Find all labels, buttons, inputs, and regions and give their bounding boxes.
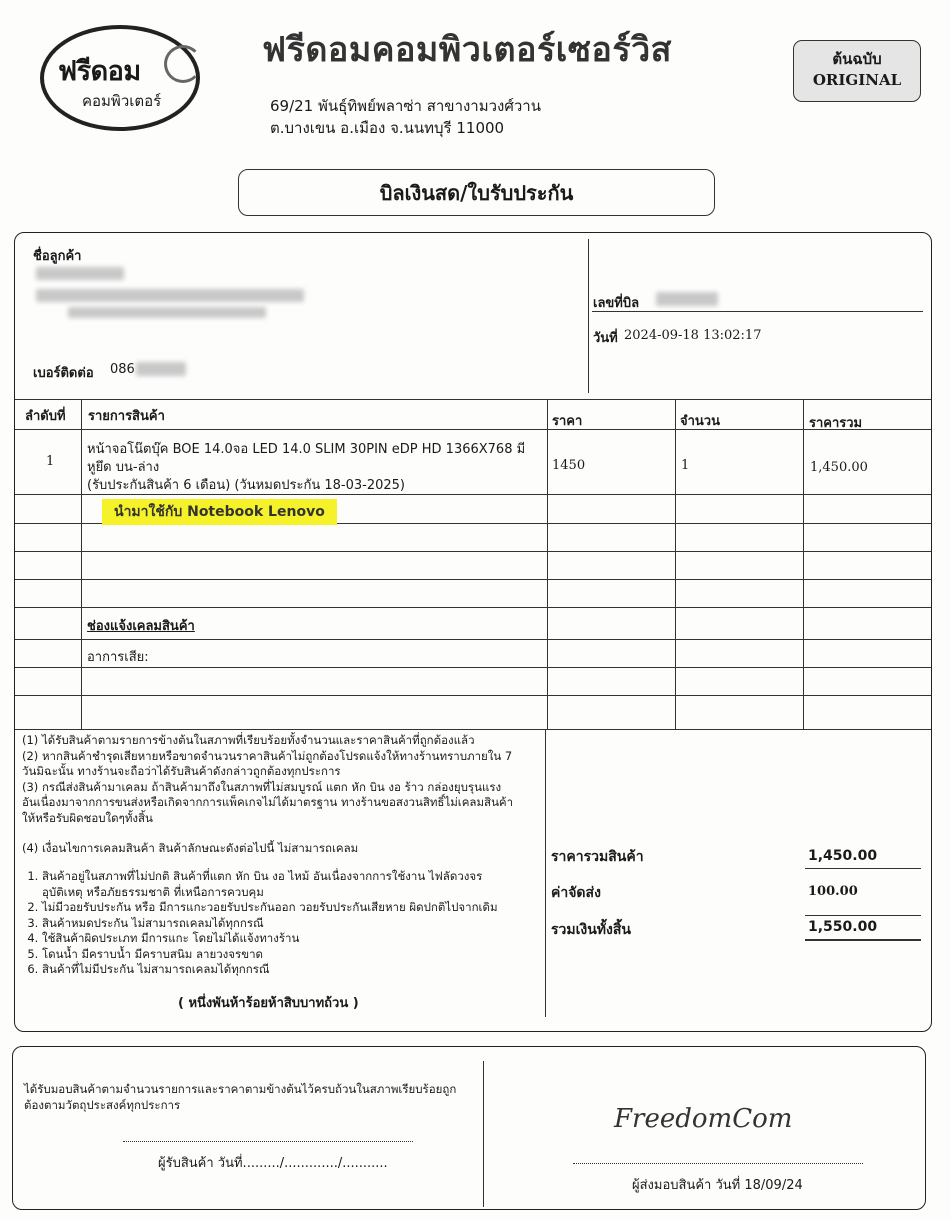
receiver-sign-line	[123, 1141, 413, 1142]
sender-label: ผู้ส่งมอบสินค้า วันที่ 18/09/24	[632, 1178, 803, 1193]
header-price: ราคา	[552, 414, 583, 429]
logo-sub-text: คอมพิวเตอร์	[82, 92, 162, 110]
shipping-underline	[805, 915, 921, 916]
receipt-statement	[24, 1082, 479, 1113]
shop-logo	[40, 25, 200, 131]
customer-bill-divider	[588, 239, 589, 393]
row1-total: 1,450.00	[810, 460, 868, 475]
stamp-th: ต้นฉบับ	[832, 50, 882, 68]
customer-address-redacted-1	[36, 289, 304, 302]
condition-item-2: 2. ไม่มีวอยรับประกัน หรือ มีการแกะวอยรับประกันออก วอยรับประกันเสียหาย ผิดปกติไปจากเดิม	[42, 900, 537, 916]
grand-total-value: 1,550.00	[808, 919, 878, 935]
row1-desc-line1: หน้าจอโน๊ตบุ๊ค BOE 14.0จอ LED 14.0 SLIM 30PIN eDP HD 1366X768 มี	[87, 442, 526, 457]
receipt-line-2: ต้องตามวัตถุประสงค์ทุกประการ	[24, 1097, 181, 1112]
date-value: 2024-09-18 13:02:17	[624, 328, 762, 343]
phone-redacted	[136, 362, 186, 376]
bill-no-redacted	[656, 292, 718, 306]
row1-desc-line3: (รับประกันสินค้า 6 เดือน) (วันหมดประกัน 18-03-2025)	[87, 478, 405, 493]
shop-name: ฟรีดอมคอมพิวเตอร์เซอร์วิส	[262, 30, 672, 70]
row-line-5	[15, 607, 931, 608]
term-3c: ให้หรือรับผิดชอบใดๆทั้งสิ้น	[22, 810, 153, 825]
bill-no-label: เลขที่บิล	[593, 296, 640, 311]
condition-item-3: 3. สินค้าหมดประกัน ไม่สามารถเคลมได้ทุกกรณี	[42, 916, 537, 932]
row1-price: 1450	[552, 458, 586, 473]
stamp-en: ORIGINAL	[812, 71, 902, 89]
row-line-8	[15, 695, 931, 696]
receiver-label: ผู้รับสินค้า วันที่........./............./...........	[158, 1156, 388, 1171]
col-line-price	[675, 399, 676, 729]
term-3a: (3) กรณีส่งสินค้ามาเคลม ถ้าสินค้ามาถึงในสภาพที่ไม่สมบูรณ์ แตก หัก บิน งอ ร้าว กล่องยุบรุนแรง	[22, 779, 502, 794]
table-header-line	[15, 429, 931, 430]
row-line-3	[15, 551, 931, 552]
document-title: บิลเงินสด/ใบรับประกัน	[238, 169, 715, 216]
header-qty: จำนวน	[680, 414, 720, 429]
row-line-7	[15, 667, 931, 668]
term-4: (4) เงื่อนไขการเคลมสินค้า สินค้าลักษณะดังต่อไปนี้ ไม่สามารถเคลม	[22, 841, 359, 855]
subtotal-underline	[805, 868, 921, 869]
original-stamp	[793, 40, 921, 102]
terms-block	[22, 733, 537, 826]
col-line-no	[81, 399, 82, 729]
compatibility-note: นำมาใช้กับ Notebook Lenovo	[102, 499, 337, 525]
shipping-value: 100.00	[808, 884, 858, 899]
condition-item-1: 1. สินค้าอยู่ในสภาพที่ไม่ปกติ สินค้าที่แตก หัก บิน งอ ไหม้ อันเนื่องจากการใช้งาน ไฟลัดวงจร อุบัติเหตุ หรือภัยธรรมชาติ ที่เหนือการควบคุม	[42, 869, 537, 900]
header-item: รายการสินค้า	[88, 409, 165, 424]
condition-item-6: 6. สินค้าที่ไม่มีประกัน ไม่สามารถเคลมได้ทุกกรณี	[42, 962, 537, 978]
sender-sign-line	[573, 1163, 863, 1164]
receipt-line-1: ได้รับมอบสินค้าตามจำนวนรายการและราคาตามข้างต้นไว้ครบถ้วนในสภาพเรียบร้อยถูก	[24, 1082, 457, 1096]
customer-name-redacted	[36, 267, 124, 280]
col-line-qty	[803, 399, 804, 729]
freedomcom-signature: FreedomCom	[614, 1104, 793, 1134]
grand-total-label: รวมเงินทั้งสิ้น	[551, 922, 631, 938]
col-line-item	[547, 399, 548, 729]
signature-divider	[483, 1061, 484, 1207]
term-3b: อันเนื่องมาจากการขนส่งหรือเกิดจากการแพ็คเกจไม่ได้มาตรฐาน ทางร้านขอสงวนสิทธิ์ไม่เคลมสินค้า	[22, 795, 514, 809]
row-line-6	[15, 639, 931, 640]
table-bottom-line	[15, 729, 931, 730]
shipping-label: ค่าจัดส่ง	[551, 885, 601, 901]
row-line-4	[15, 579, 931, 580]
subtotal-value: 1,450.00	[808, 848, 878, 864]
header-total: ราคารวม	[809, 416, 863, 431]
phone-prefix: 086	[110, 362, 135, 377]
bill-no-underline	[592, 311, 923, 312]
phone-label: เบอร์ติดต่อ	[33, 366, 94, 381]
claim-label: ช่องแจ้งเคลมสินค้า	[87, 619, 195, 634]
symptom-label: อาการเสีย:	[87, 650, 149, 665]
customer-name-label: ชื่อลูกค้า	[33, 249, 82, 264]
header-no: ลำดับที่	[25, 409, 66, 424]
date-label: วันที่	[593, 331, 618, 346]
row1-no: 1	[46, 454, 55, 469]
summary-divider	[545, 729, 546, 1017]
grand-underline	[805, 939, 921, 941]
row1-qty: 1	[681, 458, 690, 473]
term-1: (1) ได้รับสินค้าตามรายการข้างต้นในสภาพที่เรียบร้อยทั้งจำนวนและราคาสินค้าที่ถูกต้องแล้ว	[22, 733, 475, 747]
amount-in-words: ( หนึ่งพันห้าร้อยห้าสิบบาทถ้วน )	[178, 996, 359, 1011]
term-2a: (2) หากสินค้าชำรุดเสียหายหรือขาดจำนวนราคาสินค้าไม่ถูกต้องโปรดแจ้งให้ทางร้านทราบภายใน 7	[22, 748, 513, 763]
condition-item-5: 5. โดนน้ำ มีคราบน้ำ มีคราบสนิม ลายวงจรขาด	[42, 947, 537, 963]
address-line-2: ต.บางเขน อ.เมือง จ.นนทบุรี 11000	[270, 119, 505, 137]
condition-item-4: 4. ใช้สินค้าผิดประเภท มีการแกะ โดยไม่ได้แจ้งทางร้าน	[42, 931, 537, 947]
conditions-list	[22, 869, 537, 978]
subtotal-label: ราคารวมสินค้า	[551, 849, 644, 865]
customer-address-redacted-2	[68, 307, 266, 318]
table-top-line	[15, 399, 931, 400]
logo-swirl-icon	[164, 45, 202, 83]
logo-main-text: ฟรีดอม	[58, 56, 141, 87]
row1-desc-line2: หูยึด บน-ล่าง	[87, 460, 160, 475]
term-2b: วันมิฉะนั้น ทางร้านจะถือว่าได้รับสินค้าดังกล่าวถูกต้องทุกประการ	[22, 764, 341, 778]
address-line-1: 69/21 พันธุ์ทิพย์พลาซ่า สาขางามวงศ์วาน	[270, 97, 541, 115]
